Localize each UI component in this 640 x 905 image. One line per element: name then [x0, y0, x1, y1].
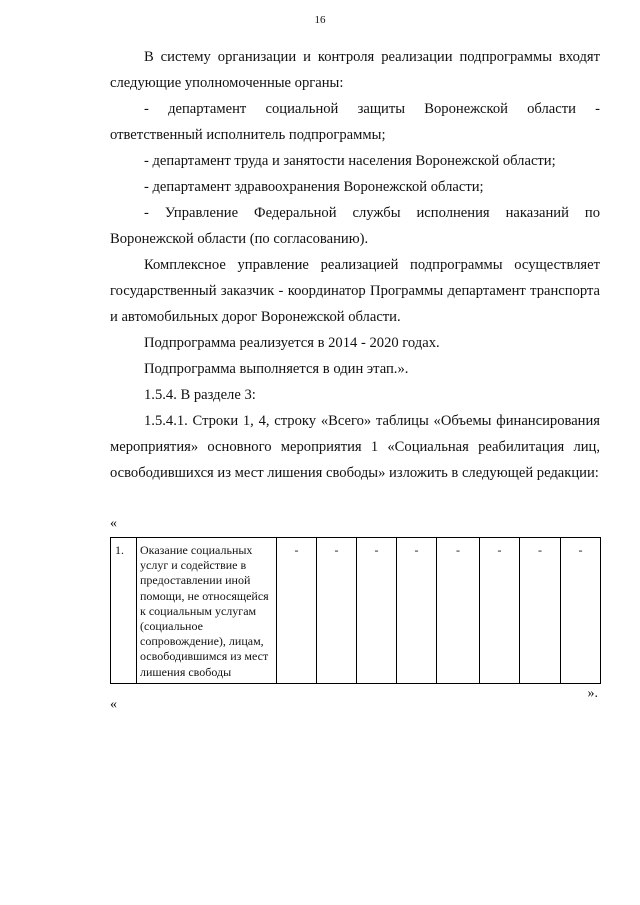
list-item-health: - департамент здравоохранения Воронежской области; — [144, 179, 484, 195]
value-cell: - — [480, 538, 520, 684]
financing-table — [110, 537, 601, 684]
value-cell: - — [357, 538, 397, 684]
document-body — [110, 44, 600, 486]
section-heading: 1.5.4. В разделе 3: — [144, 387, 256, 403]
value-cell: - — [561, 538, 601, 684]
open-quote-2: « — [110, 697, 117, 712]
value-cell: - — [277, 538, 317, 684]
list-item-social-protection: - департамент социальной защиты Воронежской области - ответственный исполнитель подпрограммы; — [110, 101, 600, 143]
value-cell: - — [437, 538, 480, 684]
row-number: 1. — [111, 538, 137, 684]
paragraph-management: Комплексное управление реализацией подпрограммы осуществляет государственный заказчик - координатор Программы департамент транспорта и автомобильных дорог Воронежской области. — [110, 257, 600, 325]
close-quote: ». — [587, 686, 598, 701]
list-item-labor: - департамент труда и занятости населения Воронежской области; — [144, 153, 556, 169]
page-number: 16 — [314, 14, 326, 26]
value-cell: - — [317, 538, 357, 684]
paragraph-stage: Подпрограмма выполняется в один этап.». — [144, 361, 409, 377]
table-row — [111, 538, 601, 684]
value-cell: - — [520, 538, 561, 684]
open-quote: « — [110, 516, 117, 531]
list-item-penitentiary: - Управление Федеральной службы исполнения наказаний по Воронежской области (по согласованию). — [110, 205, 600, 247]
row-description: Оказание социальных услуг и содействие в предоставлении иной помощи, не относящейся к социальным услугам (социальное сопровождение), лицам, освободившимся из мест лишения свободы — [137, 538, 277, 684]
paragraph-years: Подпрограмма реализуется в 2014 - 2020 годах. — [144, 335, 440, 351]
value-cell: - — [397, 538, 437, 684]
paragraph-amendment: 1.5.4.1. Строки 1, 4, строку «Всего» таблицы «Объемы финансирования мероприятия» основного мероприятия 1 «Социальная реабилитация лиц, освободившихся из мест лишения свободы» изложить в следующей редакции: — [110, 413, 600, 481]
paragraph-control-organs: В систему организации и контроля реализации подпрограммы входят следующие уполномоченные органы: — [110, 49, 600, 91]
